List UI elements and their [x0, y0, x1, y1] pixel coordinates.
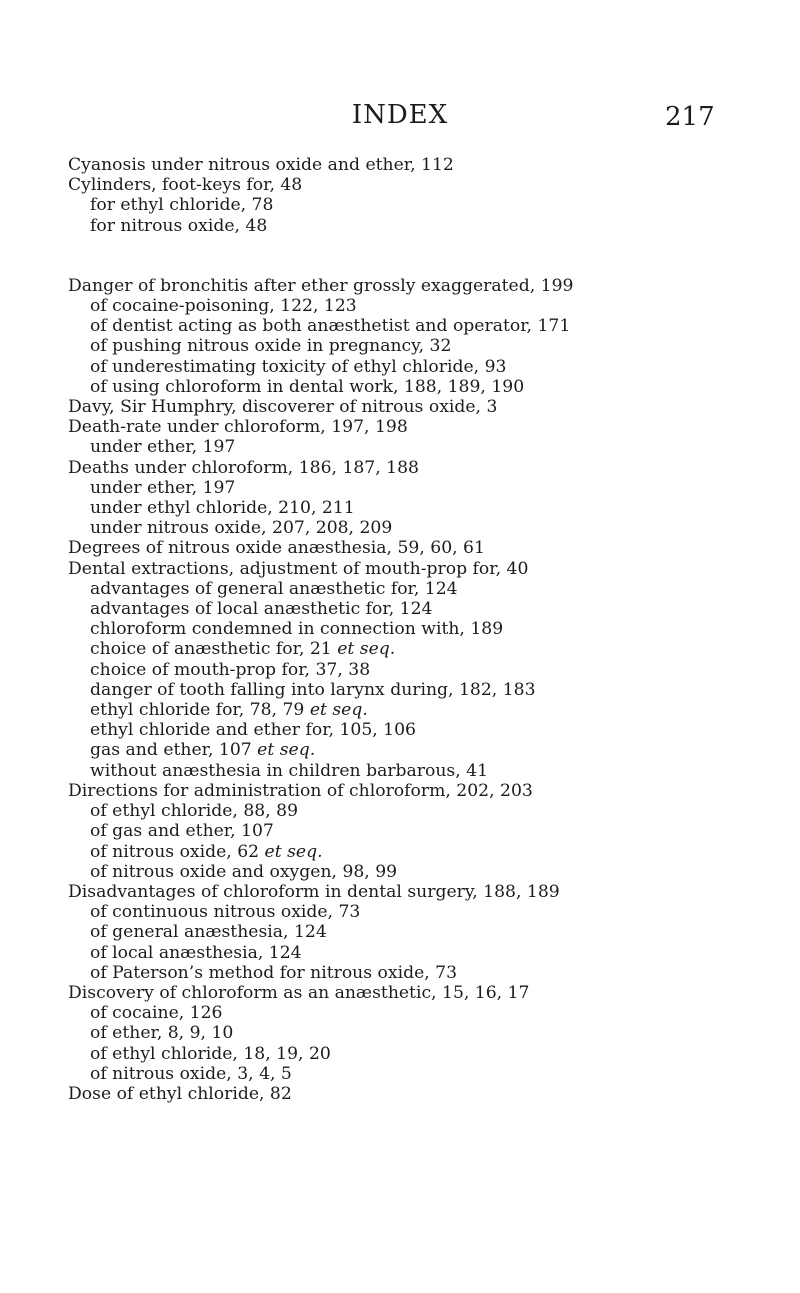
page-number: 217: [665, 102, 715, 132]
entry-text: Death-rate under chloroform, 197, 198: [68, 417, 408, 438]
entry-text: of cocaine-poisoning, 122, 123: [90, 296, 357, 317]
index-subentry: [68, 296, 788, 316]
index-entry: [68, 983, 788, 1003]
entry-text: Degrees of nitrous oxide anæsthesia, 59, 60, 61: [68, 538, 485, 559]
entry-text: without anæsthesia in children barbarous, 41: [90, 760, 489, 781]
entry-text: of gas and ether, 107: [90, 821, 274, 842]
index-block: [68, 155, 788, 236]
entry-text: of nitrous oxide, 3, 4, 5: [90, 1063, 292, 1084]
entry-text: of ethyl chloride, 88, 89: [90, 801, 299, 822]
entry-text: choice of anæsthetic for, 21: [90, 639, 332, 660]
index-entry: [68, 781, 788, 801]
entry-italic-suffix: et seq.: [264, 841, 323, 862]
index-entry: [68, 538, 788, 558]
entry-text: under ether, 197: [90, 477, 236, 498]
index-subentry: [68, 963, 788, 983]
index-subentry: [68, 1044, 788, 1064]
index-subentry: [68, 902, 788, 922]
index-entry: [68, 1084, 788, 1104]
page-header: [0, 100, 800, 140]
index-subentry: [68, 720, 788, 740]
entry-italic-suffix: et seq.: [257, 740, 316, 761]
index-subentry: [68, 922, 788, 942]
index-subentry: [68, 316, 788, 336]
entry-text: Cylinders, foot-keys for, 48: [68, 175, 303, 196]
entry-text: choice of mouth-prop for, 37, 38: [90, 659, 371, 680]
index-entry: [68, 175, 788, 195]
index-subentry: [68, 660, 788, 680]
entry-text: danger of tooth falling into larynx during, 182, 183: [90, 679, 536, 700]
entry-text: under nitrous oxide, 207, 208, 209: [90, 518, 393, 539]
entry-text: under ether, 197: [90, 437, 236, 458]
entry-text: for nitrous oxide, 48: [90, 215, 268, 236]
entry-text: Davy, Sir Humphry, discoverer of nitrous oxide, 3: [68, 397, 498, 418]
entry-text: advantages of local anæsthetic for, 124: [90, 599, 433, 620]
index-subentry: [68, 1064, 788, 1084]
index-entry: [68, 417, 788, 437]
index-subentry: [68, 842, 788, 862]
index-subentry: [68, 579, 788, 599]
index-subentry: [68, 1023, 788, 1043]
entry-text: of dentist acting as both anæsthetist and operator, 171: [90, 316, 571, 337]
entry-text: Cyanosis under nitrous oxide and ether, 112: [68, 155, 454, 175]
entry-text: for ethyl chloride, 78: [90, 195, 274, 216]
entry-text: of general anæsthesia, 124: [90, 922, 327, 943]
index-subentry: [68, 357, 788, 377]
index-subentry: [68, 195, 788, 215]
index-entry: [68, 882, 788, 902]
entry-text: under ethyl chloride, 210, 211: [90, 498, 355, 519]
entry-text: chloroform condemned in connection with, 189: [90, 619, 504, 640]
entry-text: of using chloroform in dental work, 188, 189, 190: [90, 376, 525, 397]
entry-text: advantages of general anæsthetic for, 124: [90, 578, 458, 599]
entry-italic-suffix: et seq.: [337, 639, 396, 660]
index-subentry: [68, 801, 788, 821]
index-block: [68, 276, 788, 1104]
index-entry: [68, 458, 788, 478]
index-subentry: [68, 1003, 788, 1023]
entry-text: ethyl chloride for, 78, 79: [90, 700, 305, 721]
entry-text: of underestimating toxicity of ethyl chloride, 93: [90, 356, 507, 377]
entry-text: Dose of ethyl chloride, 82: [68, 1083, 292, 1104]
entry-text: of nitrous oxide and oxygen, 98, 99: [90, 861, 398, 882]
entry-text: ethyl chloride and ether for, 105, 106: [90, 720, 416, 741]
index-entry: [68, 397, 788, 417]
entry-text: of ethyl chloride, 18, 19, 20: [90, 1043, 331, 1064]
entry-text: Danger of bronchitis after ether grossly exaggerated, 199: [68, 275, 574, 296]
entry-text: gas and ether, 107: [90, 740, 252, 761]
entry-text: Disadvantages of chloroform in dental surgery, 188, 189: [68, 881, 560, 902]
index-subentry: [68, 700, 788, 720]
entry-text: of Paterson’s method for nitrous oxide, 73: [90, 962, 458, 983]
index-subentry: [68, 599, 788, 619]
entry-text: of cocaine, 126: [90, 1003, 223, 1024]
index-entry: [68, 276, 788, 296]
entry-text: of nitrous oxide, 62: [90, 841, 260, 862]
entry-text: Dental extractions, adjustment of mouth-prop for, 40: [68, 558, 529, 579]
index-subentry: [68, 943, 788, 963]
index-subentry: [68, 336, 788, 356]
index-subentry: [68, 377, 788, 397]
index-subentry: [68, 518, 788, 538]
index-subentry: [68, 639, 788, 659]
page-title: INDEX: [351, 100, 449, 130]
index-list: [68, 155, 788, 1104]
index-subentry: [68, 498, 788, 518]
entry-italic-suffix: et seq.: [309, 700, 368, 721]
entry-text: Discovery of chloroform as an anæsthetic, 15, 16, 17: [68, 982, 530, 1003]
entry-text: of ether, 8, 9, 10: [90, 1023, 234, 1044]
index-subentry: [68, 216, 788, 236]
index-subentry: [68, 478, 788, 498]
entry-text: of local anæsthesia, 124: [90, 942, 302, 963]
entry-text: Deaths under chloroform, 186, 187, 188: [68, 457, 419, 478]
index-subentry: [68, 437, 788, 457]
index-subentry: [68, 740, 788, 760]
index-subentry: [68, 619, 788, 639]
index-subentry: [68, 862, 788, 882]
index-entry: [68, 559, 788, 579]
entry-text: of pushing nitrous oxide in pregnancy, 32: [90, 336, 452, 357]
entry-text: of continuous nitrous oxide, 73: [90, 902, 361, 923]
index-subentry: [68, 761, 788, 781]
index-entry: [68, 155, 788, 175]
index-subentry: [68, 821, 788, 841]
index-subentry: [68, 680, 788, 700]
block-spacer: [68, 236, 788, 276]
entry-text: Directions for administration of chloroform, 202, 203: [68, 780, 533, 801]
